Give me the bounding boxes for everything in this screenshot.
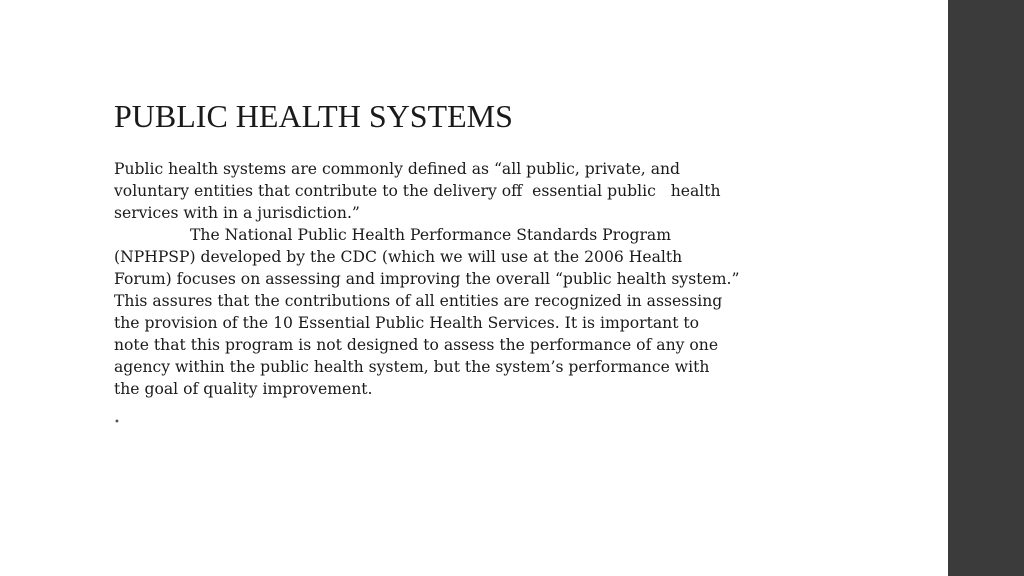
- body-line: services with in a jurisdiction.”: [114, 204, 360, 222]
- slide-body-text: [114, 158, 834, 400]
- body-line: This assures that the contributions of all entities are recognized in assessing: [114, 292, 723, 310]
- decorative-side-bar: [948, 0, 1024, 576]
- body-line-indented: The National Public Health Performance Standards Program: [190, 226, 672, 244]
- body-line: voluntary entities that contribute to the delivery off essential public health: [114, 182, 721, 200]
- body-line: note that this program is not designed to assess the performance of any one: [114, 336, 719, 354]
- body-line: Forum) focuses on assessing and improving the overall “public health system.”: [114, 270, 740, 288]
- empty-bullet: •: [114, 417, 120, 428]
- body-line: (NPHPSP) developed by the CDC (which we will use at the 2006 Health: [114, 248, 683, 266]
- body-line: the goal of quality improvement.: [114, 380, 373, 398]
- body-line: agency within the public health system, but the system’s performance with: [114, 358, 710, 376]
- body-line: Public health systems are commonly defined as “all public, private, and: [114, 160, 681, 178]
- body-line: the provision of the 10 Essential Public Health Services. It is important to: [114, 314, 700, 332]
- slide-title: PUBLIC HEALTH SYSTEMS: [114, 98, 513, 134]
